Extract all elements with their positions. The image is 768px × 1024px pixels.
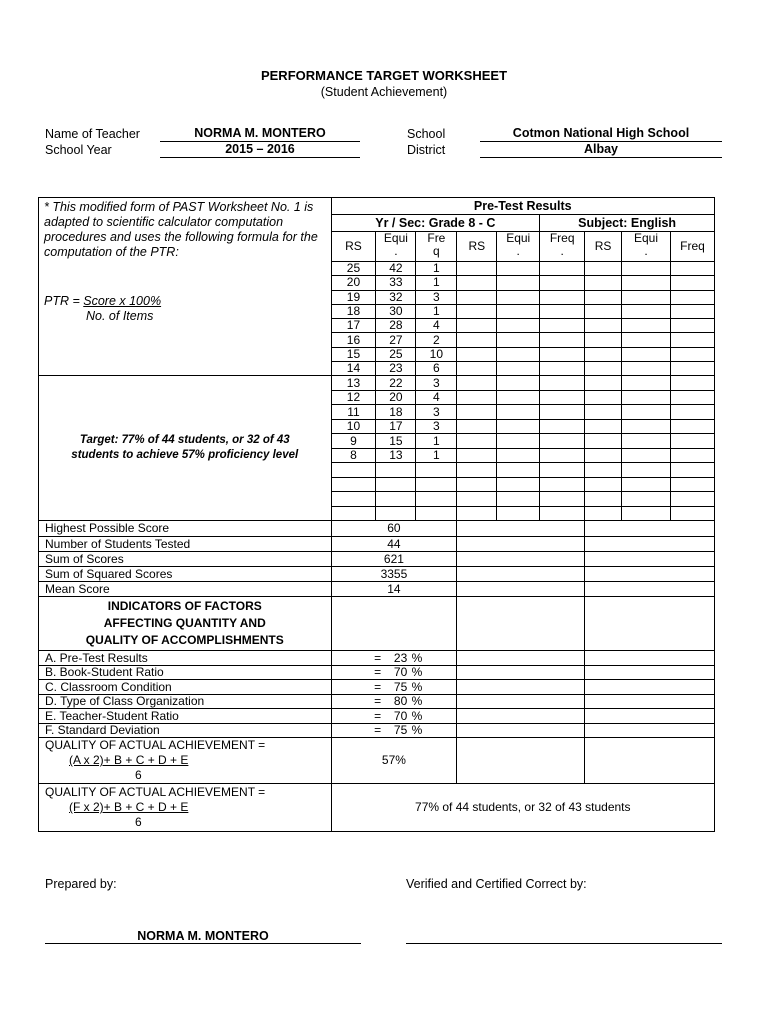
factor-label: B. Book-Student Ratio — [39, 665, 332, 680]
empty-cell — [670, 347, 714, 361]
freq-value: 6 — [416, 362, 457, 376]
factor-label: A. Pre-Test Results — [39, 651, 332, 666]
empty-cell — [670, 405, 714, 420]
factor-row — [39, 694, 715, 709]
rs-value: 10 — [331, 419, 376, 434]
empty-cell — [497, 506, 540, 521]
col-equi-1: Equi . — [376, 232, 416, 262]
quality-row — [39, 738, 715, 784]
empty-cell — [585, 362, 622, 376]
rs-value: 13 — [331, 376, 376, 391]
stat-label: Sum of Scores — [39, 552, 332, 567]
empty-cell — [457, 477, 497, 492]
percent-sign: % — [411, 708, 423, 723]
empty-cell — [540, 290, 585, 304]
stat-row — [39, 567, 715, 582]
empty-cell — [622, 463, 671, 478]
quality-numerator: (A x 2)+ B + C + D + E — [69, 753, 189, 768]
stat-value: 621 — [331, 552, 457, 567]
empty-cell — [622, 290, 671, 304]
stat-row — [39, 552, 715, 567]
empty-cell — [376, 477, 416, 492]
percent-sign: % — [411, 694, 423, 709]
empty-cell — [457, 434, 497, 449]
empty-cell — [497, 290, 540, 304]
factor-row — [39, 651, 715, 666]
empty-cell — [585, 537, 715, 552]
subject: Subject: English — [540, 215, 715, 232]
empty-cell — [457, 276, 497, 290]
page-title: PERFORMANCE TARGET WORKSHEET — [260, 68, 508, 83]
empty-cell — [622, 448, 671, 463]
empty-cell — [670, 362, 714, 376]
equi-value: 32 — [376, 290, 416, 304]
empty-cell — [540, 463, 585, 478]
col-equi-3: Equi . — [622, 232, 671, 262]
empty-cell — [457, 582, 585, 597]
percent-value: 23 — [393, 650, 408, 665]
freq-value: 1 — [416, 448, 457, 463]
empty-cell — [585, 304, 622, 318]
empty-cell — [497, 276, 540, 290]
empty-cell — [331, 477, 376, 492]
empty-cell — [457, 262, 497, 276]
empty-cell — [540, 376, 585, 391]
stat-value: 14 — [331, 582, 457, 597]
rs-value: 15 — [331, 347, 376, 361]
empty-cell — [585, 506, 622, 521]
ptr-formula: PTR = Score x 100% — [44, 294, 162, 308]
equi-value: 30 — [376, 304, 416, 318]
empty-cell — [457, 651, 585, 666]
factor-value — [331, 694, 457, 709]
empty-cell — [670, 276, 714, 290]
empty-cell — [457, 521, 585, 537]
quality-label: QUALITY OF ACTUAL ACHIEVEMENT = — [45, 738, 266, 753]
page-subtitle: (Student Achievement) — [320, 85, 448, 99]
stat-row — [39, 537, 715, 552]
rs-value: 19 — [331, 290, 376, 304]
quality-row — [39, 784, 715, 832]
empty-cell — [622, 333, 671, 347]
empty-cell — [497, 477, 540, 492]
freq-value: 1 — [416, 304, 457, 318]
col-rs-1: RS — [331, 232, 376, 262]
quality-divisor: 6 — [135, 815, 142, 830]
factor-value — [331, 723, 457, 738]
rs-value: 8 — [331, 448, 376, 463]
empty-cell — [670, 506, 714, 521]
freq-value: 1 — [416, 262, 457, 276]
empty-cell — [497, 448, 540, 463]
school-label: School — [407, 127, 446, 141]
quality-numerator: (F x 2)+ B + C + D + E — [69, 800, 189, 815]
empty-cell — [457, 304, 497, 318]
quality-result: 57% — [331, 738, 457, 784]
empty-cell — [670, 463, 714, 478]
freq-value: 3 — [416, 419, 457, 434]
equals-sign: = — [374, 650, 382, 665]
stat-value: 60 — [331, 521, 457, 537]
empty-cell — [497, 333, 540, 347]
freq-value: 4 — [416, 390, 457, 405]
stat-label: Highest Possible Score — [39, 521, 332, 537]
empty-cell — [585, 390, 622, 405]
empty-cell — [585, 319, 622, 333]
equi-value: 15 — [376, 434, 416, 449]
empty-cell — [457, 390, 497, 405]
rs-value: 14 — [331, 362, 376, 376]
empty-cell — [457, 347, 497, 361]
col-freq-2: Freq . — [540, 232, 585, 262]
rs-value: 17 — [331, 319, 376, 333]
freq-value: 3 — [416, 405, 457, 420]
empty-cell — [585, 262, 622, 276]
target-cell: Target: 77% of 44 students, or 32 of 43 students to achieve 57% proficiency level — [39, 376, 332, 521]
empty-cell — [622, 347, 671, 361]
empty-cell — [497, 347, 540, 361]
empty-cell — [540, 333, 585, 347]
equals-sign: = — [374, 694, 382, 709]
stat-value: 3355 — [331, 567, 457, 582]
factor-label: D. Type of Class Organization — [39, 694, 332, 709]
empty-cell — [540, 276, 585, 290]
empty-cell — [585, 582, 715, 597]
school-year: 2015 – 2016 — [160, 142, 360, 158]
empty-cell — [457, 290, 497, 304]
equals-sign: = — [374, 708, 382, 723]
col-freq-1: Fre q — [416, 232, 457, 262]
empty-cell — [497, 362, 540, 376]
empty-cell — [585, 723, 715, 738]
empty-cell — [670, 492, 714, 507]
stat-label: Mean Score — [39, 582, 332, 597]
empty-cell — [540, 304, 585, 318]
equi-value: 17 — [376, 419, 416, 434]
rs-value: 16 — [331, 333, 376, 347]
empty-cell — [457, 694, 585, 709]
empty-cell — [497, 319, 540, 333]
freq-value: 1 — [416, 276, 457, 290]
school-name: Cotmon National High School — [480, 126, 722, 142]
empty-cell — [670, 390, 714, 405]
empty-cell — [497, 434, 540, 449]
empty-cell — [457, 376, 497, 391]
freq-value: 2 — [416, 333, 457, 347]
equi-value: 20 — [376, 390, 416, 405]
factor-row — [39, 665, 715, 680]
empty-cell — [585, 434, 622, 449]
empty-cell — [670, 290, 714, 304]
prepared-label: Prepared by: — [45, 877, 117, 891]
factor-value — [331, 709, 457, 724]
empty-cell — [585, 419, 622, 434]
empty-cell — [585, 651, 715, 666]
empty-cell — [540, 492, 585, 507]
table-row — [39, 376, 715, 391]
empty-cell — [585, 694, 715, 709]
stat-row — [39, 582, 715, 597]
equi-value: 27 — [376, 333, 416, 347]
empty-cell — [540, 390, 585, 405]
empty-cell — [457, 665, 585, 680]
empty-cell — [670, 448, 714, 463]
empty-cell — [457, 709, 585, 724]
empty-cell — [416, 463, 457, 478]
empty-cell — [585, 376, 622, 391]
percent-value: 80 — [393, 694, 408, 709]
empty-cell — [585, 276, 622, 290]
empty-cell — [670, 376, 714, 391]
empty-cell — [331, 492, 376, 507]
factor-row — [39, 680, 715, 695]
yr-sec: Yr / Sec: Grade 8 - C — [331, 215, 540, 232]
stat-value: 44 — [331, 537, 457, 552]
empty-cell — [457, 506, 497, 521]
teacher-label: Name of Teacher — [45, 127, 140, 141]
stat-label: Number of Students Tested — [39, 537, 332, 552]
empty-cell — [457, 362, 497, 376]
empty-cell — [622, 477, 671, 492]
note-text: * This modified form of PAST Worksheet No. 1 is adapted to scientific calculator computation procedures and uses the following formula for the computation of the PTR: — [44, 200, 318, 259]
percent-value: 70 — [393, 708, 408, 723]
factors-heading — [39, 597, 332, 651]
empty-cell — [622, 390, 671, 405]
stat-row — [39, 521, 715, 537]
freq-value: 4 — [416, 319, 457, 333]
rs-value: 9 — [331, 434, 376, 449]
empty-cell — [585, 347, 622, 361]
verifier-signature-line — [406, 929, 722, 944]
pretest-title: Pre-Test Results — [331, 198, 714, 215]
quality-formula — [39, 784, 332, 832]
percent-value: 70 — [393, 665, 408, 680]
empty-cell — [670, 419, 714, 434]
percent-sign: % — [411, 723, 423, 738]
equi-value: 13 — [376, 448, 416, 463]
quality-divisor: 6 — [135, 768, 142, 783]
factor-row — [39, 723, 715, 738]
empty-cell — [540, 434, 585, 449]
empty-cell — [457, 448, 497, 463]
percent-sign: % — [411, 679, 423, 694]
empty-cell — [457, 333, 497, 347]
empty-cell — [585, 597, 715, 651]
empty-cell — [585, 709, 715, 724]
equi-value: 42 — [376, 262, 416, 276]
empty-cell — [416, 492, 457, 507]
empty-cell — [497, 390, 540, 405]
empty-cell — [585, 680, 715, 695]
col-equi-2: Equi . — [497, 232, 540, 262]
empty-cell — [670, 304, 714, 318]
empty-cell — [457, 405, 497, 420]
rs-value: 11 — [331, 405, 376, 420]
empty-cell — [540, 362, 585, 376]
empty-cell — [457, 419, 497, 434]
empty-cell — [376, 506, 416, 521]
freq-value: 1 — [416, 434, 457, 449]
col-freq-3: Freq — [670, 232, 714, 262]
equi-value: 22 — [376, 376, 416, 391]
empty-cell — [457, 597, 585, 651]
factor-label: E. Teacher-Student Ratio — [39, 709, 332, 724]
empty-cell — [540, 477, 585, 492]
factor-value — [331, 651, 457, 666]
empty-cell — [670, 333, 714, 347]
rs-value: 12 — [331, 390, 376, 405]
equals-sign: = — [374, 665, 382, 680]
empty-cell — [416, 506, 457, 521]
empty-cell — [497, 492, 540, 507]
empty-cell — [457, 319, 497, 333]
empty-cell — [585, 492, 622, 507]
empty-cell — [497, 463, 540, 478]
factors-heading-row — [39, 597, 715, 651]
empty-cell — [497, 419, 540, 434]
percent-sign: % — [411, 650, 423, 665]
empty-cell — [585, 448, 622, 463]
teacher-name: NORMA M. MONTERO — [160, 126, 360, 142]
quality-formula — [39, 738, 332, 784]
empty-cell — [622, 362, 671, 376]
empty-cell — [585, 405, 622, 420]
empty-cell — [585, 290, 622, 304]
empty-cell — [497, 376, 540, 391]
stat-label: Sum of Squared Scores — [39, 567, 332, 582]
factor-value — [331, 680, 457, 695]
factor-row — [39, 709, 715, 724]
empty-cell — [331, 463, 376, 478]
col-rs-3: RS — [585, 232, 622, 262]
empty-cell — [622, 434, 671, 449]
empty-cell — [457, 738, 585, 784]
empty-cell — [540, 347, 585, 361]
empty-cell — [622, 419, 671, 434]
col-rs-2: RS — [457, 232, 497, 262]
empty-cell — [457, 552, 585, 567]
empty-cell — [497, 304, 540, 318]
equi-value: 33 — [376, 276, 416, 290]
factors-heading-line: QUALITY OF ACCOMPLISHMENTS — [85, 633, 284, 648]
empty-cell — [376, 463, 416, 478]
rs-value: 18 — [331, 304, 376, 318]
empty-cell — [622, 376, 671, 391]
empty-cell — [376, 492, 416, 507]
empty-cell — [497, 262, 540, 276]
empty-cell — [670, 434, 714, 449]
empty-cell — [585, 521, 715, 537]
empty-cell — [585, 738, 715, 784]
rs-value: 25 — [331, 262, 376, 276]
empty-cell — [670, 319, 714, 333]
empty-cell — [457, 680, 585, 695]
equals-sign: = — [374, 679, 382, 694]
empty-cell — [670, 477, 714, 492]
factors-heading-line: INDICATORS OF FACTORS — [107, 599, 262, 614]
empty-cell — [670, 262, 714, 276]
empty-cell — [331, 506, 376, 521]
factors-heading-line: AFFECTING QUANTITY AND — [103, 616, 266, 631]
empty-cell — [540, 319, 585, 333]
empty-cell — [540, 419, 585, 434]
empty-cell — [622, 262, 671, 276]
empty-cell — [540, 405, 585, 420]
percent-sign: % — [411, 665, 423, 680]
factor-label: F. Standard Deviation — [39, 723, 332, 738]
empty-cell — [331, 597, 457, 651]
empty-cell — [457, 723, 585, 738]
freq-value: 3 — [416, 376, 457, 391]
equals-sign: = — [374, 723, 382, 738]
freq-value: 3 — [416, 290, 457, 304]
quality-result: 77% of 44 students, or 32 of 43 students — [331, 784, 714, 832]
empty-cell — [457, 567, 585, 582]
quality-label: QUALITY OF ACTUAL ACHIEVEMENT = — [45, 785, 266, 800]
empty-cell — [540, 506, 585, 521]
worksheet-table — [38, 197, 715, 832]
empty-cell — [585, 665, 715, 680]
empty-cell — [497, 405, 540, 420]
note-cell — [39, 198, 332, 376]
empty-cell — [622, 492, 671, 507]
percent-value: 75 — [393, 723, 408, 738]
empty-cell — [457, 537, 585, 552]
district-name: Albay — [480, 142, 722, 158]
empty-cell — [622, 276, 671, 290]
empty-cell — [457, 492, 497, 507]
factor-label: C. Classroom Condition — [39, 680, 332, 695]
empty-cell — [457, 463, 497, 478]
empty-cell — [622, 304, 671, 318]
equi-value: 23 — [376, 362, 416, 376]
preparer-signature-line: NORMA M. MONTERO — [45, 929, 361, 944]
freq-value: 10 — [416, 347, 457, 361]
district-label: District — [407, 143, 446, 157]
empty-cell — [585, 552, 715, 567]
empty-cell — [622, 405, 671, 420]
empty-cell — [585, 477, 622, 492]
empty-cell — [416, 477, 457, 492]
empty-cell — [585, 333, 622, 347]
empty-cell — [585, 567, 715, 582]
equi-value: 25 — [376, 347, 416, 361]
empty-cell — [540, 448, 585, 463]
empty-cell — [622, 506, 671, 521]
equi-value: 28 — [376, 319, 416, 333]
year-label: School Year — [45, 143, 112, 157]
verified-label: Verified and Certified Correct by: — [406, 877, 587, 891]
factor-value — [331, 665, 457, 680]
rs-value: 20 — [331, 276, 376, 290]
empty-cell — [622, 319, 671, 333]
equi-value: 18 — [376, 405, 416, 420]
empty-cell — [585, 463, 622, 478]
percent-value: 75 — [393, 679, 408, 694]
empty-cell — [540, 262, 585, 276]
ptr-denominator: No. of Items — [86, 309, 154, 323]
